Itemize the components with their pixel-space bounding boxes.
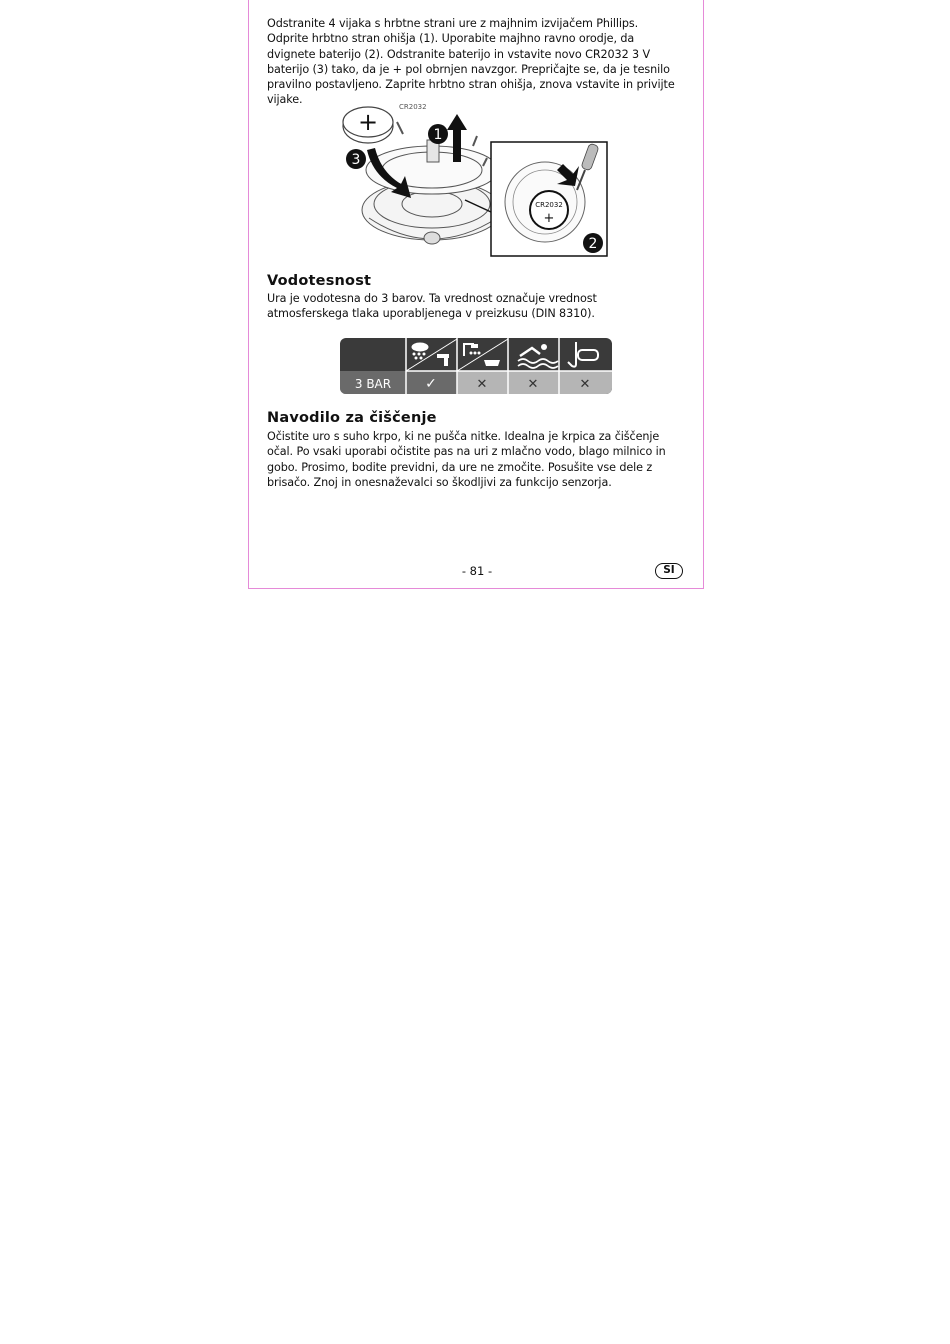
- rating-mark-rain: ✓: [425, 376, 437, 392]
- battery-plus-sign: +: [357, 108, 379, 136]
- inset-battery-label: CR2032: [535, 201, 563, 209]
- coin-battery-illustration: [343, 103, 427, 143]
- cleaning-heading: Navodilo za čiščenje: [267, 410, 437, 426]
- rating-mark-snorkel: ✕: [579, 377, 591, 392]
- rating-mark-shower: ✕: [476, 377, 488, 392]
- water-resistance-paragraph: Ura je vodotesna do 3 barov. Ta vrednost označuje vrednost atmosferskega tlaka uporabljenega v preizkusu (DIN 8310).: [267, 292, 597, 321]
- language-badge: SI: [655, 563, 683, 579]
- step-number: 2: [588, 236, 598, 252]
- inset-detail: [491, 142, 607, 256]
- step-badge-3: [346, 149, 366, 169]
- step-number: 3: [351, 152, 361, 168]
- water-resistance-heading: Vodotesnost: [267, 273, 372, 289]
- step-badge-2: [583, 233, 603, 253]
- battery-model-label: CR2032: [399, 103, 427, 111]
- intro-paragraph: Odstranite 4 vijaka s hrbtne strani ure z majhnim izvijačem Phillips. Odprite hrbtno stran ohišja (1). Uporabite majhno ravno orodje, da dvignete baterijo (2). Odstranite baterijo in vstavite novo CR2032 3 V baterijo (3) tako, da je + pol obrnjen navzgor. Prepričajte se, da je tesnilo pravilno postavljeno. Zaprite hrbtno stran ohišja, znova vstavite in privijte vijake.: [267, 17, 675, 107]
- battery-replacement-figure: [337, 100, 612, 260]
- step-number: 1: [433, 127, 443, 143]
- inset-battery-plus: +: [543, 211, 555, 226]
- cleaning-paragraph: Očistite uro s suho krpo, ki ne pušča nitke. Idealna je krpica za čiščenje očal. Po vsaki uporabi očistite pas na uri z mlačno vodo, blago milnico in gobo. Prosimo, bodite previdni, da ure ne zmočite. Posušite vse dele z brisačo. Znoj in onesnaževalci so škodljivi za funkcijo senzorja.: [267, 430, 666, 489]
- water-rating-table: [340, 338, 612, 396]
- rating-mark-swim: ✕: [527, 377, 539, 392]
- rating-label: 3 BAR: [354, 377, 392, 391]
- page-number: - 81 -: [461, 564, 493, 578]
- document-page: [248, 0, 704, 589]
- step-badge-1: [428, 124, 448, 144]
